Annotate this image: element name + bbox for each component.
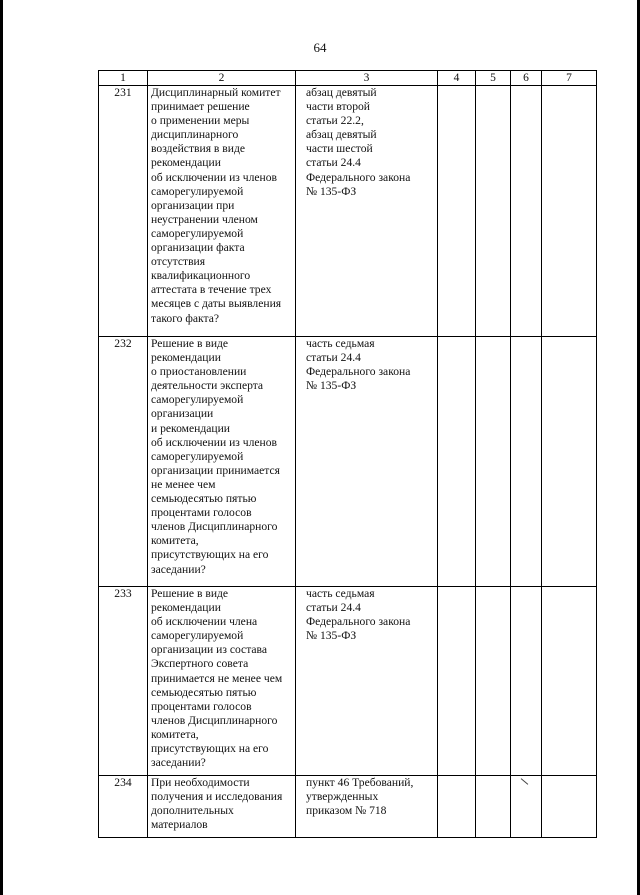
row-number: 234 <box>99 776 148 838</box>
legal-reference-cell: пункт 46 Требований, утвержденных приказом № 718 <box>296 776 438 838</box>
question-cell: При необходимости получения и исследования дополнительных материалов <box>148 776 296 838</box>
answer-no-cell <box>476 587 511 776</box>
legal-reference-cell: абзац девятый части второй статьи 22.2, абзац девятый части шестой статьи 24.4 Федерального закона № 135-ФЗ <box>296 86 438 337</box>
table-row <box>99 337 597 587</box>
answer-yes-cell <box>438 86 476 337</box>
row-number: 231 <box>99 86 148 337</box>
notes-cell <box>542 337 597 587</box>
row-number: 232 <box>99 337 148 587</box>
answer-yes-cell <box>438 587 476 776</box>
column-header-7: 7 <box>542 71 597 86</box>
notes-cell <box>542 776 597 838</box>
question-cell: Решение в виде рекомендации об исключении члена саморегулируемой организации из состава Экспертного совета принимается не менее чем семьюдесятью пятью процентами голосов членов Дисциплинарного комитета, присутствующих на его заседании? <box>148 587 296 776</box>
table-row <box>99 587 597 776</box>
answer-no-cell <box>476 337 511 587</box>
column-header-4: 4 <box>438 71 476 86</box>
answer-na-cell <box>511 587 542 776</box>
table-header-row <box>99 71 597 86</box>
notes-cell <box>542 86 597 337</box>
column-header-2: 2 <box>148 71 296 86</box>
column-header-6: 6 <box>511 71 542 86</box>
column-header-1: 1 <box>99 71 148 86</box>
answer-yes-cell <box>438 776 476 838</box>
row-number: 233 <box>99 587 148 776</box>
table-row <box>99 776 597 838</box>
question-cell: Решение в виде рекомендации о приостановлении деятельности эксперта саморегулируемой организации и рекомендации об исключении из членов саморегулируемой организации принимается не менее чем семьюдесятью пятью процентами голосов членов Дисциплинарного комитета, присутствующих на его заседании? <box>148 337 296 587</box>
answer-na-cell <box>511 776 542 838</box>
answer-yes-cell <box>438 337 476 587</box>
answer-no-cell <box>476 776 511 838</box>
question-cell: Дисциплинарный комитет принимает решение о применении меры дисциплинарного воздействия в виде рекомендации об исключении из членов саморегулируемой организации при неустранении членом саморегулируемой организации факта отсутствия квалификационного аттестата в течение трех месяцев с даты выявления такого факта? <box>148 86 296 337</box>
answer-no-cell <box>476 86 511 337</box>
scan-edge-left <box>0 0 3 895</box>
table-row <box>99 86 597 337</box>
legal-reference-cell: часть седьмая статьи 24.4 Федерального закона № 135-ФЗ <box>296 337 438 587</box>
legal-reference-cell: часть седьмая статьи 24.4 Федерального закона № 135-ФЗ <box>296 587 438 776</box>
column-header-5: 5 <box>476 71 511 86</box>
answer-na-cell <box>511 86 542 337</box>
notes-cell <box>542 587 597 776</box>
requirements-table <box>98 70 597 838</box>
answer-na-cell <box>511 337 542 587</box>
page-number: 64 <box>313 40 327 55</box>
column-header-3: 3 <box>296 71 438 86</box>
